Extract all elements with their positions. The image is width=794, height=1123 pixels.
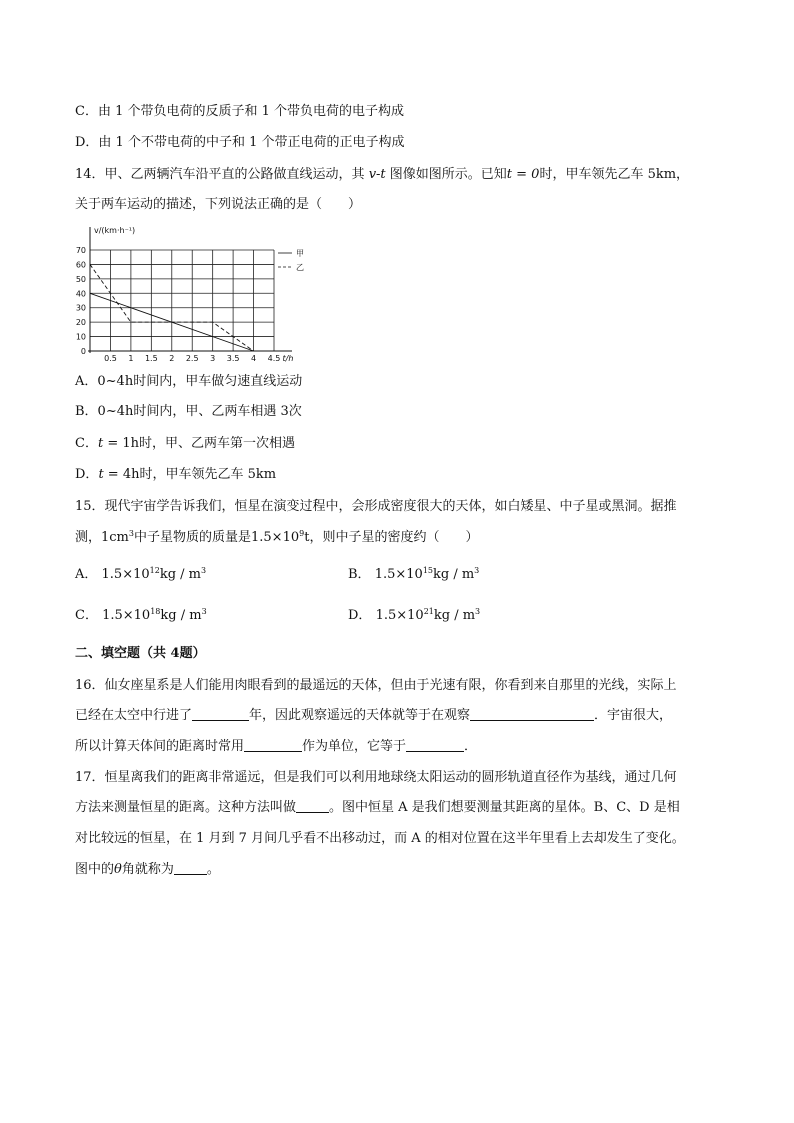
- y-tick-label: 0: [80, 347, 86, 356]
- legend-label: 乙: [296, 263, 304, 272]
- q14-stem-line2: 关于两车运动的描述，下列说法正确的是（ ）: [75, 197, 362, 212]
- q16-line3: 所以计算天体间的距离时常用 作为单位，它等于 ．: [75, 739, 478, 754]
- x-tick-label: 0.5: [104, 354, 117, 363]
- y-tick-label: 20: [75, 318, 86, 328]
- q15-option-d: D． $1.5\times 10^{21}kg / m^3$: [348, 607, 481, 623]
- answer-blank[interactable]: [192, 707, 249, 721]
- q14-option-a: A．0~4h时间内，甲车做匀速直线运动: [75, 374, 303, 389]
- x-tick-label: 4: [251, 354, 257, 363]
- q15-option-b: B． $1.5\times 10^{15}kg / m^3$: [348, 566, 480, 582]
- y-tick-label: 10: [75, 332, 86, 342]
- y-axis-label: v/(km·h⁻¹): [94, 226, 136, 235]
- answer-blank[interactable]: [296, 799, 329, 813]
- answer-blank[interactable]: [406, 738, 464, 752]
- answer-blank[interactable]: [470, 707, 594, 721]
- y-tick-label: 50: [75, 274, 86, 284]
- y-tick-label: 60: [75, 260, 86, 270]
- answer-blank[interactable]: [174, 861, 207, 875]
- x-tick-label: 1.5: [144, 354, 158, 363]
- q17-line2: 方法来测量恒星的距离。这种方法叫做 。图中恒星 A 是我们想要测量其距离的星体。B、C、D 是相: [75, 800, 680, 815]
- y-tick-label: 70: [75, 246, 86, 255]
- q14-option-d: D．t = 4h时，甲车领先乙车 5km: [75, 467, 277, 482]
- q16-line2: 已经在太空中行进了 年，因此观察遥远的天体就等于在观察 ．宇宙很大，: [75, 708, 673, 723]
- vt-chart: [70, 223, 320, 368]
- x-tick-label: 2: [169, 354, 175, 363]
- chart-grid: [88, 227, 292, 353]
- section-title: 二、填空题（共 4题）: [75, 646, 206, 661]
- q17-line3: 对比较远的恒星，在 1 月到 7 月间几乎看不出移动过，而 A 的相对位置在这半年里看上去却发生了变化。: [75, 831, 685, 846]
- x-tick-label: 3.5: [226, 354, 240, 363]
- q17-line1: 17．恒星离我们的距离非常遥远，但是我们可以利用地球绕太阳运动的圆形轨道直径作为基线，通过几何: [75, 770, 677, 785]
- q17-line4: 图中的θ角就称为 。: [75, 862, 220, 877]
- q15-option-c: C． $1.5\times 10^{18}kg / m^3$: [75, 607, 207, 623]
- legend-label: 甲: [296, 249, 304, 258]
- x-tick-label: 3: [210, 354, 216, 363]
- q16-line1: 16．仙女座星系是人们能用肉眼看到的最遥远的天体，但由于光速有限，你看到来自那里的光线，实际上: [75, 678, 677, 693]
- q14-option-b: B．0~4h时间内，甲、乙两车相遇 3次: [75, 404, 302, 419]
- q14-stem-line1: 14．甲、乙两辆汽车沿平直的公路做直线运动，其 v-t 图像如图所示。已知t = 0时，甲车领先乙车 5km，: [75, 167, 690, 182]
- y-tick-label: 40: [75, 289, 86, 299]
- x-tick-label: 1: [128, 354, 134, 363]
- q14-option-c: C．t = 1h时，甲、乙两车第一次相遇: [75, 436, 295, 451]
- q15-stem-line2: 测，$1cm^3$中子星物质的质量是$1.5\times 10^9t$，则中子星的密度约（ ）: [75, 529, 479, 545]
- x-tick-label: 4.5: [267, 354, 281, 363]
- x-axis-label: t/h: [282, 354, 294, 363]
- q13-option-d: D．由 1 个不带电荷的中子和 1 个带正电荷的正电子构成: [75, 135, 405, 150]
- q15-stem-line1: 15．现代宇宙学告诉我们，恒星在演变过程中，会形成密度很大的天体，如白矮星、中子星或黑洞。据推: [75, 499, 677, 514]
- x-tick-label: 2.5: [185, 354, 199, 363]
- answer-blank[interactable]: [244, 738, 302, 752]
- y-tick-label: 30: [75, 303, 86, 313]
- q13-option-c: C．由 1 个带负电荷的反质子和 1 个带负电荷的电子构成: [75, 104, 405, 119]
- chart-labels: [76, 226, 304, 363]
- q15-option-a: A． $1.5\times 10^{12}kg / m^3$: [75, 566, 207, 582]
